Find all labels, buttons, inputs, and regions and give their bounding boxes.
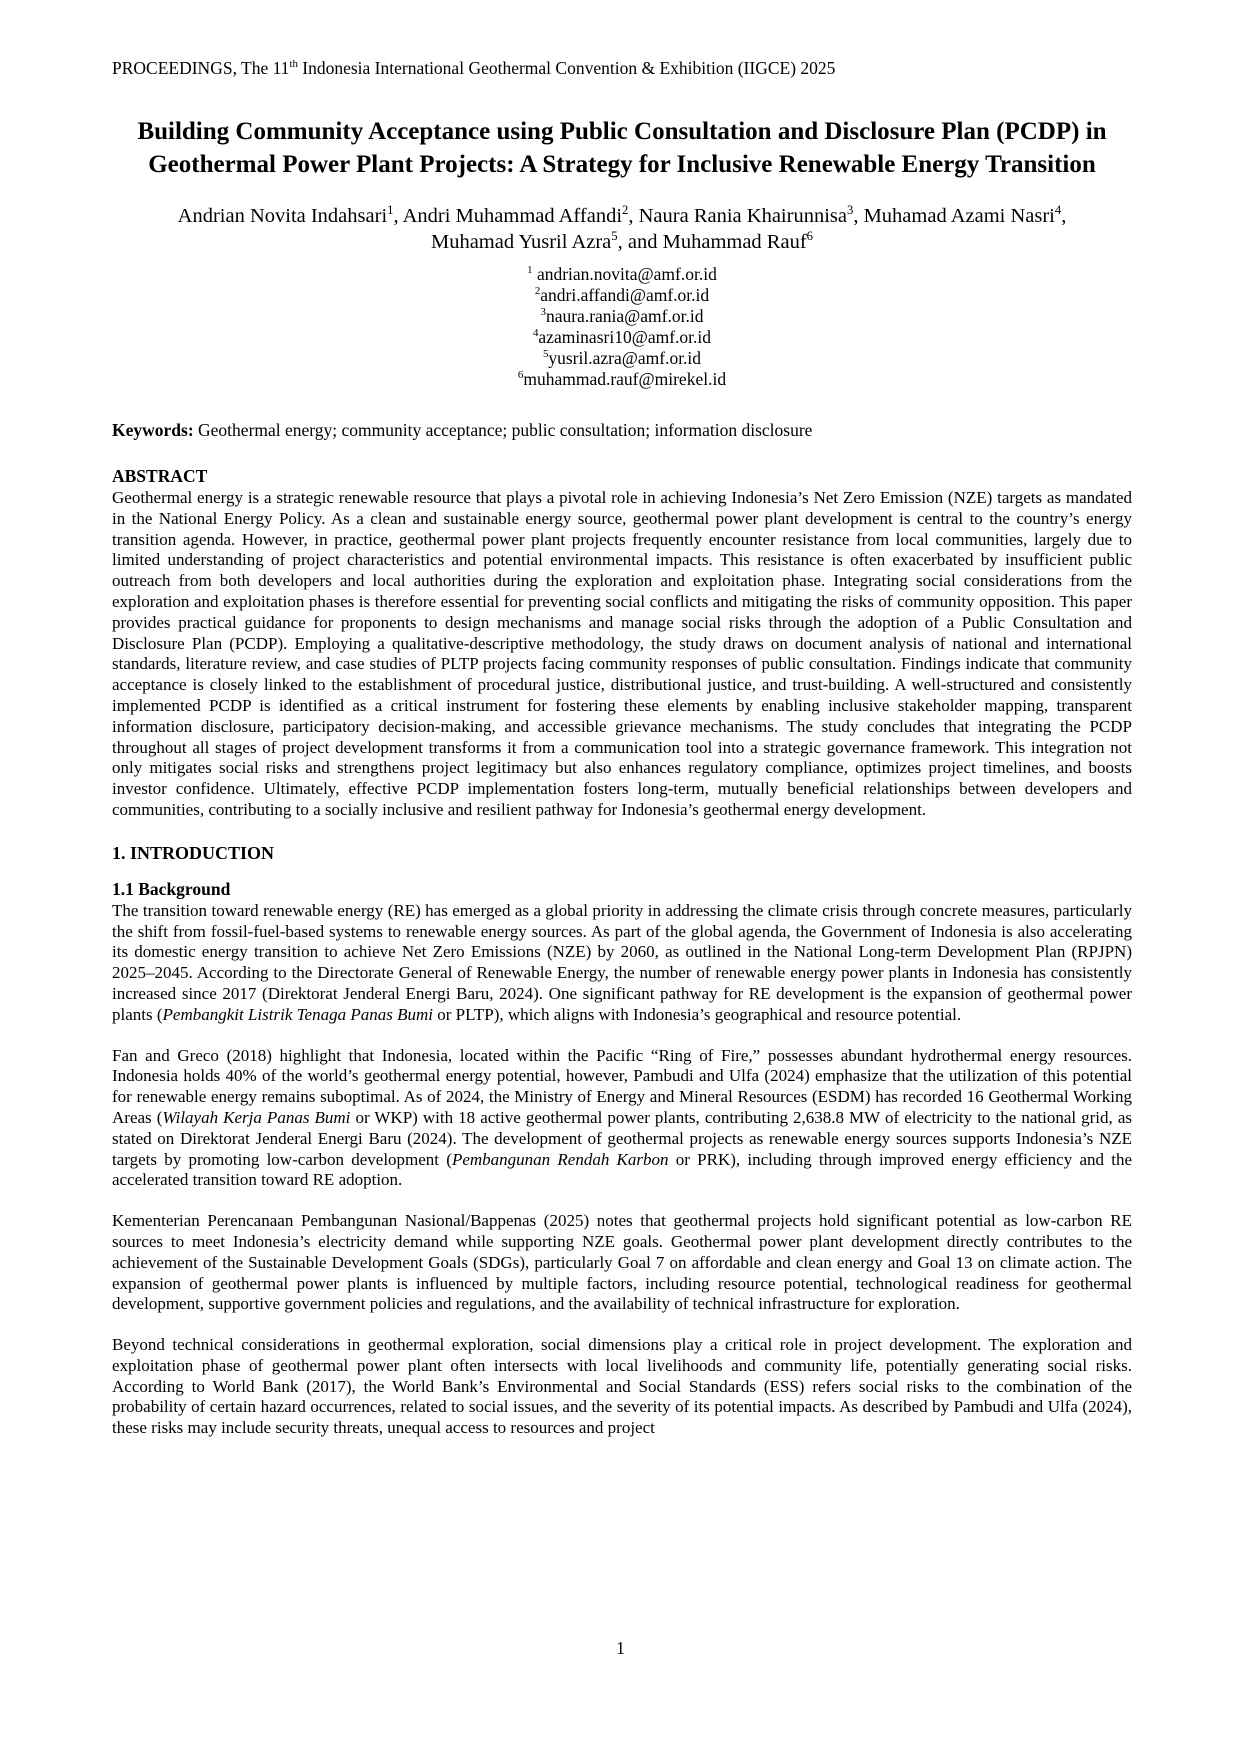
subsection-heading-background: 1.1 Background <box>112 878 231 899</box>
authors-line-1: Andrian Novita Indahsari$^1$, Andri Muhammad Affandi$^2$, Naura Rania Khairunnisa$^3$, Muhamad Azami Nasri$^4$, <box>177 203 1067 227</box>
email-line-5: $^5$yusril.azra@amf.or.id <box>542 348 702 368</box>
email-line-4: $^4$azaminasri10@amf.or.id <box>532 327 711 347</box>
page-number: 1 <box>616 1638 625 1658</box>
email-line-2: $^2$andri.affandi@amf.or.id <box>534 285 710 305</box>
background-paragraph-4: Beyond technical considerations in geothermal exploration, social dimensions play a critical role in project development. The exploration and exploitation phase of geothermal power plant often intersects with local livelihoods and community life, potentially generating social risks. According to World Bank (2017), the World Bank’s Environmental and Social Standards (ESS) refers social risks to the combination of the probability of certain hazard occurrences, related to social issues, and the severity of its potential impacts. As described by Pambudi and Ulfa (2024), these risks may include security threats, unequal access to resources and project <box>112 1335 1132 1438</box>
background-paragraph-1: The transition toward renewable energy (RE) has emerged as a global priority in addressing the climate crisis through concrete measures, particularly the shift from fossil-fuel-based systems to renewable energy sources. As part of the global agenda, the Government of Indonesia is also accelerating its domestic energy transition to achieve Net Zero Emissions (NZE) by 2060, as outlined in the National Long-term Development Plan (RPJPN) 2025–2045. According to the Directorate General of Renewable Energy, the number of renewable energy power plants in Indonesia has consistently increased since 2017 (Direktorat Jenderal Energi Baru, 2024). One significant pathway for RE development is the expansion of geothermal power plants (Pembangkit Listrik Tenaga Panas Bumi or PLTP), which aligns with Indonesia’s geographical and resource potential. <box>112 900 1132 1024</box>
background-paragraph-2: Fan and Greco (2018) highlight that Indonesia, located within the Pacific “Ring of Fire,” possesses abundant hydrothermal energy resources. Indonesia holds 40% of the world’s geothermal energy potential, however, Pambudi and Ulfa (2024) emphasize that the utilization of this potential for renewable energy remains suboptimal. As of 2024, the Ministry of Energy and Mineral Resources (ESDM) has recorded 16 Geothermal Working Areas (Wilayah Kerja Panas Bumi or WKP) with 18 active geothermal power plants, contributing 2,638.8 MW of electricity to the national grid, as stated on Direktorat Jenderal Energi Baru (2024). The development of geothermal projects as renewable energy sources supports Indonesia’s NZE targets by promoting low-carbon development (Pembangunan Rendah Karbon or PRK), including through improved energy efficiency and the accelerated transition toward RE adoption. <box>112 1045 1133 1190</box>
abstract-heading: ABSTRACT <box>112 466 208 486</box>
page-content <box>112 0 1132 1439</box>
proceedings-header: PROCEEDINGS, The 11th Indonesia International Geothermal Convention & Exhibition (IIGCE) 2025 <box>112 58 836 78</box>
paper-title-line-2: Geothermal Power Plant Projects: A Strategy for Inclusive Renewable Energy Transition <box>148 151 1096 178</box>
email-line-6: $^6$muhammad.rauf@mirekel.id <box>517 369 727 389</box>
paper-title-line-1: Building Community Acceptance using Public Consultation and Disclosure Plan (PCDP) in <box>137 118 1107 145</box>
author-emails <box>112 264 1132 390</box>
author-list <box>112 203 1132 255</box>
email-line-1: $^1$ andrian.novita@amf.or.id <box>527 264 717 284</box>
abstract-body: Geothermal energy is a strategic renewable resource that plays a pivotal role in achieving Indonesia’s Net Zero Emission (NZE) targets as mandated in the National Energy Policy. As a clean and sustainable energy source, geothermal power plant development is central to the country’s energy transition agenda. However, in practice, geothermal power plant projects frequently encounter resistance from local communities, largely due to limited understanding of project characteristics and potential environmental impacts. This resistance is often exacerbated by insufficient public outreach from both developers and local authorities during the exploration and exploitation phase. Integrating social considerations from the exploration and exploitation phases is therefore essential for preventing social conflicts and mitigating the risks of community opposition. This paper provides practical guidance for proponents to design mechanisms and manage social risks through the adoption of a Public Consultation and Disclosure Plan (PCDP). Employing a qualitative-descriptive methodology, the study draws on document analysis of national and international standards, literature review, and case studies of PLTP projects facing community responses of public consultation. Findings indicate that community acceptance is closely linked to the establishment of procedural justice, distributional justice, and trust-building. A well-structured and consistently implemented PCDP is identified as a critical instrument for fostering these elements by enabling inclusive stakeholder mapping, transparent information disclosure, participatory decision-making, and accessible grievance mechanisms. The study concludes that integrating the PCDP throughout all stages of project development transforms it from a communication tool into a strategic governance framework. This integration not only mitigates social risks and strengthens project legitimacy but also enhances regulatory compliance, optimizes project timelines, and boosts investor confidence. Ultimately, effective PCDP implementation fosters long-term, mutually beneficial relationships between developers and communities, contributing to a socially inclusive and resilient pathway for Indonesia’s geothermal energy development. <box>112 488 1132 819</box>
keywords-line: Keywords: Geothermal energy; community acceptance; public consultation; information disclosure <box>112 420 813 440</box>
email-line-3: $^3$naura.rania@amf.or.id <box>540 306 704 326</box>
section-heading-introduction: 1. INTRODUCTION <box>112 842 275 863</box>
paper-title <box>112 115 1132 181</box>
background-paragraph-3: Kementerian Perencanaan Pembangunan Nasional/Bappenas (2025) notes that geothermal projects hold significant potential as low-carbon RE sources to meet Indonesia’s electricity demand while supporting NZE goals. Geothermal power plant development directly contributes to the achievement of the Sustainable Development Goals (SDGs), particularly Goal 7 on affordable and clean energy and Goal 13 on climate action. The expansion of geothermal power plants is influenced by multiple factors, including resource potential, technological readiness for geothermal development, supportive government policies and regulations, and the availability of technical infrastructure for exploration. <box>112 1211 1132 1314</box>
authors-line-2: Muhamad Yusril Azra$^5$, and Muhammad Rauf$^6$ <box>430 229 814 253</box>
